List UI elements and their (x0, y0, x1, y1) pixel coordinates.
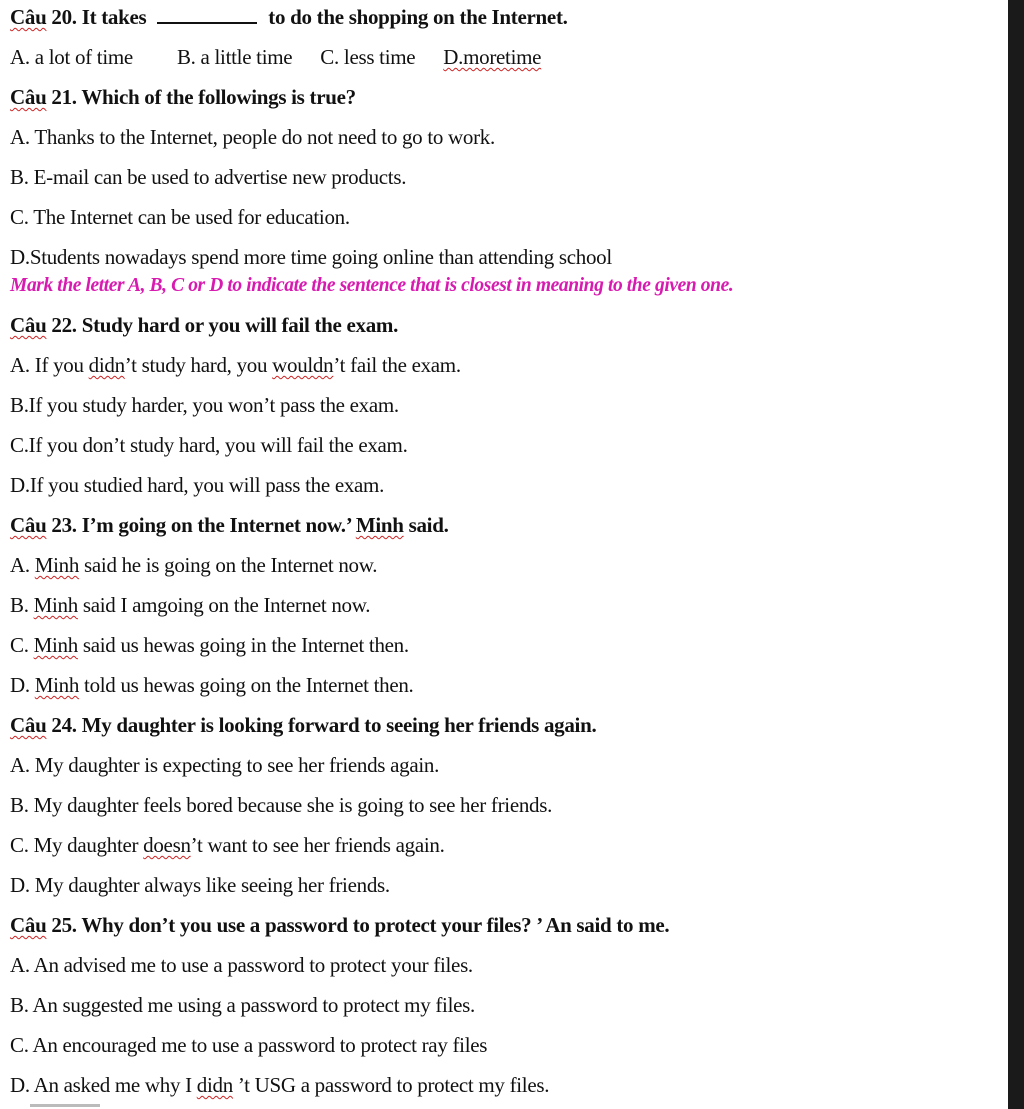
option-text: ’t fail the exam. (333, 353, 461, 377)
option-d: D. My daughter always like seeing her friends. (10, 873, 390, 897)
question-21-text: 21. Which of the followings is true? (46, 85, 356, 109)
question-22 (10, 312, 398, 338)
flagged-word: wouldn (272, 353, 334, 377)
option-letter: A. (10, 553, 35, 577)
option-c: C.If you don’t study hard, you will fail the exam. (10, 433, 408, 457)
option-d: D.moretime (443, 45, 542, 69)
flagged-word: Minh (34, 673, 80, 697)
option-d (10, 1072, 549, 1098)
option-text: A. If you (10, 353, 89, 377)
question-24-text: 24. My daughter is looking forward to seeing her friends again. (46, 713, 597, 737)
option-c: C. The Internet can be used for education. (10, 205, 350, 229)
option-a: A. An advised me to use a password to protect your files. (10, 953, 473, 977)
flagged-word: didn (88, 353, 125, 377)
question-20 (10, 4, 568, 30)
option-letter: D. (10, 673, 35, 697)
option-b: B.If you study harder, you won’t pass the exam. (10, 393, 399, 417)
flagged-word: Minh (33, 633, 78, 657)
option-c (10, 632, 409, 658)
question-label: Câu (10, 513, 47, 537)
option-b (10, 592, 370, 618)
answer-blank (157, 4, 257, 24)
option-letter: C. (10, 633, 34, 657)
question-label: Câu (10, 713, 47, 737)
option-c: C. An encouraged me to use a password to protect ray files (10, 1033, 488, 1057)
question-25 (10, 912, 669, 938)
question-20-text-after: to do the shopping on the Internet. (268, 5, 568, 29)
question-label: Câu (10, 313, 47, 337)
option-a: A. a lot of time (10, 45, 133, 69)
option-text: D. An asked me why I (10, 1073, 197, 1097)
option-letter: B. (10, 593, 34, 617)
flagged-word: Minh (355, 513, 404, 537)
option-text: C. My daughter (10, 833, 144, 857)
question-24 (10, 712, 596, 738)
option-text: ’t USG a password to protect my files. (232, 1073, 550, 1097)
option-a: A. Thanks to the Internet, people do not need to go to work. (10, 125, 495, 149)
question-label: Câu (10, 5, 47, 29)
option-b: B. My daughter feels bored because she is going to see her friends. (10, 793, 553, 817)
option-text: said us hewas going in the Internet then. (77, 633, 409, 657)
flagged-word: doesn (143, 833, 191, 857)
option-b: B. An suggested me using a password to protect my files. (10, 993, 475, 1017)
cut-off-text-fragment (30, 1104, 100, 1107)
option-c (10, 832, 445, 858)
question-23-text: 23. I’m going on the Internet now.’ (46, 513, 356, 537)
section-instruction: Mark the letter A, B, C or D to indicate the sentence that is closest in meaning to the given one. (10, 275, 734, 296)
flagged-word: Minh (34, 553, 80, 577)
option-text: ’t study hard, you (124, 353, 273, 377)
question-25-text: 25. Why don’t you use a password to protect your files? ’ An said to me. (46, 913, 670, 937)
option-d (10, 672, 414, 698)
question-label: Câu (10, 85, 47, 109)
question-22-text: 22. Study hard or you will fail the exam. (46, 313, 399, 337)
option-text: ’t want to see her friends again. (190, 833, 445, 857)
flagged-word: Minh (33, 593, 78, 617)
option-text: said he is going on the Internet now. (79, 553, 378, 577)
question-20-options (10, 44, 541, 70)
option-b: B. a little time (176, 45, 293, 69)
option-a: A. My daughter is expecting to see her friends again. (10, 753, 440, 777)
question-20-text-before: 20. It takes (46, 5, 147, 29)
option-a (10, 352, 461, 378)
flagged-word: didn (196, 1073, 233, 1097)
question-label: Câu (10, 913, 47, 937)
option-a (10, 552, 377, 578)
question-21 (10, 84, 356, 110)
option-text: said I amgoing on the Internet now. (77, 593, 371, 617)
question-23 (10, 512, 449, 538)
option-d: D.If you studied hard, you will pass the exam. (10, 473, 385, 497)
page-edge-border (1008, 0, 1024, 1109)
question-23-text-end: said. (403, 513, 449, 537)
option-text: told us hewas going on the Internet then. (79, 673, 414, 697)
option-d: D.Students nowadays spend more time going online than attending school (10, 245, 612, 269)
option-b: B. E-mail can be used to advertise new products. (10, 165, 407, 189)
option-c: C. less time (320, 45, 416, 69)
